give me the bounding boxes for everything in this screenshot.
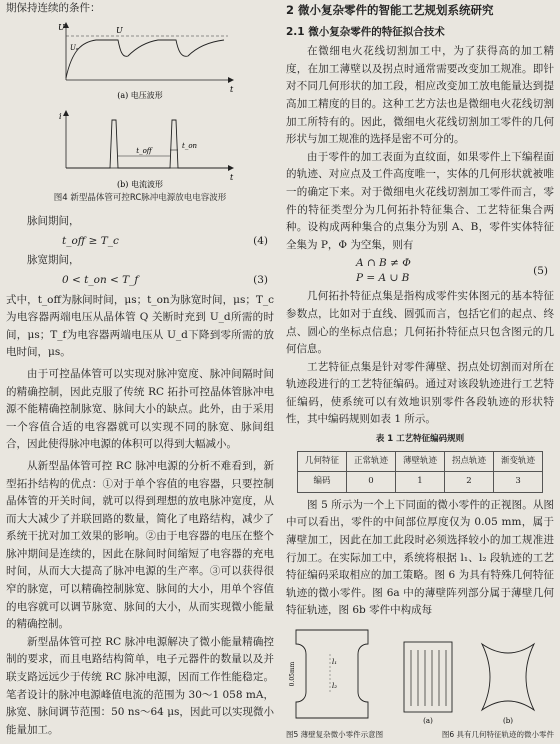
axis-i-label: i [59,111,62,121]
label-U: U [116,25,123,35]
thin-wall-array-part [404,642,452,712]
label-l1: l₁ [332,658,338,666]
subcaption-a: (a) 电压波形 [117,90,163,100]
right-paragraph-5: 图 5 所示为一个上下同面的微小零件的正视图。从图中可以看出，零件的中间部位厚度仅为 0.05 mm，属于薄壁加工，因此在加工此段时必须选择较小的加工规准进行加工。在实际加工中，系统将根据 l₁、l₂ 段轨迹的工艺特征编码采取相应的加工策略。图 6 为具有特殊几何特征轨迹的微小零件。图 6a 中的薄壁阵列部分属于薄壁几何特征轨迹，图 6b 零件中构成每 [286,498,554,617]
figure-5-6-drawings [286,622,554,726]
equation-5-system [356,256,411,286]
right-paragraph-3: 几何拓扑特征点集是指构成零件实体图元的基本特征参数点，比如对于直线、圆弧而言，包括它们的起点、终点、圆心的坐标点信息；几何拓扑特征点只包含图元的几何信息。 [286,290,554,356]
label-l2: l₂ [332,682,338,690]
table-1 [297,451,543,493]
right-paragraph-4: 工艺特征点集是针对零件薄壁、拐点处切割而对所在轨迹段进行的工艺特征编码。通过对该段轨迹进行工艺特征编码，使系统可以有效地识别零件各段轨迹的形状特性，其中编码规则如表 1 所示。 [286,360,554,426]
arrow-icon [63,110,69,116]
label-ton: t_on [182,141,198,150]
equation-5-line-1: A ∩ B ≠ Φ [356,257,411,270]
figures-5-6 [286,622,554,744]
figure-5-caption: 图5 薄壁复杂微小零件示意图 [286,730,384,739]
subsection-heading: 2.1 微小复杂零件的特征拟合技术 [286,25,445,38]
table-cell: 0 [346,472,395,493]
arrow-icon [228,77,234,83]
intro-text: 期保持连续的条件： [6,2,101,14]
current-waveform [66,120,228,168]
label-Uc: Uₑ [70,43,79,52]
figure-4 [6,20,274,208]
definition-paragraph: 式中，t_off为脉间时间，μs；t_on为脉宽时间，μs；T_c为电容器两端电压从晶体管 Q 关断时充到 U_d所需的时间，μs；T_f为电容器两端电压从 U_d下降到零所需的放电时间，μs。 [6,293,274,359]
table-header-cell: 拐点轨迹 [445,451,494,472]
equation-3-expr: 0 < t_on < T_f [62,273,139,286]
equation-5-number: (5) [533,264,548,277]
table-cell: 1 [395,472,444,493]
table-row [297,472,542,493]
equation-5 [286,256,554,286]
axis-u-label: U [58,22,65,32]
left-column [6,0,274,739]
table-header-cell: 薄壁轨迹 [395,451,444,472]
table-cell: 3 [494,472,543,493]
axis-t-label: t [230,172,234,182]
thickness-dimension: 0.05mm [289,661,296,687]
paragraph-3: 新型晶体管可控 RC 脉冲电源解决了微小能量精确控制的要求，而且电路结构简单，电子元器件的数量以及并联支路远远少于传统 RC 脉冲电源，因而工作性能稳定。笔者设计的脉冲电源峰值电流的范围为 30～1 058 mA，脉宽、脉间调节范围：50 ns～64 μs，因此可以实现微小能量加工。 [6,635,274,736]
width-text: 脉宽期间， [27,254,80,267]
figure-6-caption: 图6 具有几何特征轨迹的微小零件 [441,730,554,739]
table-header-row [297,451,542,472]
table-cell: 2 [445,472,494,493]
equation-4 [6,233,274,251]
figure-4-waveforms [6,20,274,190]
arrow-icon [228,165,234,171]
right-column [286,0,554,744]
table-header-cell: 几何特征 [297,451,346,472]
figure-6a-label: (a) [423,717,433,725]
table-header-cell: 渐变轨迹 [494,451,543,472]
interval-text: 脉间期间， [27,215,80,228]
equation-3-number: (3) [253,273,268,286]
equation-5-line-2: P = A ∪ B [356,272,410,285]
subcaption-b: (b) 电流波形 [117,179,163,189]
paragraph-1: 由于可控晶体管可以实现对脉冲宽度、脉冲间隔时间的精确控制，因此克服了传统 RC 拓扑可控晶体管脉冲电源不能精确控制脉宽、脉间大小的缺点。此外，由于采用一个容值合适的电容器就可以实现不同的脉宽、脉间组合，因此使得脉冲电源的体积可以得到大幅减小。 [6,367,274,451]
figure-captions-row [286,726,554,744]
paragraph-2: 从新型晶体管可控 RC 脉冲电源的分析不难看到，新型拓扑结构的优点：①对于单个容值的电容器，只要控制晶体管的开关时间，就可以得到理想的放电脉冲宽度，从而大大减少了并联回路的数量，简化了电路结构，减少了系统干扰对加工效果的影响。②由于电容器的电压在整个脉冲期间是连续的，因此在脉间时间缩短了电容器的充电时间，从而大大提高了脉冲电源的生产率。③可以获得很窄的脉宽，可以精确控制脉宽、脉间的大小，用单个容值的电容就可以调节脉宽、脉间的大小，从而实现微小能量的精确控制。 [6,459,274,631]
table-header-cell: 正常轨迹 [346,451,395,472]
table-1-caption: 表 1 工艺特征编码规则 [375,434,465,445]
equation-4-expr: t_off ≥ T_c [62,234,119,247]
axis-t-label: t [230,84,234,94]
equation-4-number: (4) [253,234,268,247]
figure-4-caption: 图4 新型晶体管可控RC脉冲电源放电电容波形 [53,192,227,203]
right-paragraph-2: 由于零件的加工表面为直纹面，如果零件上下编程面的轨迹、对应点及工件高度唯一，实体的几何形状就被唯一的确定下来。对于微细电火花线切割加工零件而言，零件的特征类型分为几何拓扑特征集合、工艺特征集合两种。设构成两种集合的点集分为别 A、B，零件实体特征全集为 P，Φ 为空集，则有 [286,150,554,251]
voltage-waveform [66,40,224,78]
concave-star-part [482,644,534,710]
equation-3 [6,272,274,290]
section-heading: 2 微小复杂零件的智能工艺规划系统研究 [286,3,494,17]
thin-wall-part-outline [296,630,368,718]
figure-6b-label: (b) [503,717,513,725]
label-toff: t_off [136,146,152,155]
right-paragraph-1: 在微细电火花线切割加工中，为了获得高的加工精度，在加工薄壁以及拐点时通常需要改变加工规准。即针对不同几何形状的加工段，相应改变加工放电能量达到提高加工精度的目的。这种工艺方法也是微细电火花线切割加工所特有的。因此，微细电火花线切割加工零件的几何形状与加工规准的选择是密不可分的。 [286,45,554,146]
table-cell: 编码 [297,472,346,493]
